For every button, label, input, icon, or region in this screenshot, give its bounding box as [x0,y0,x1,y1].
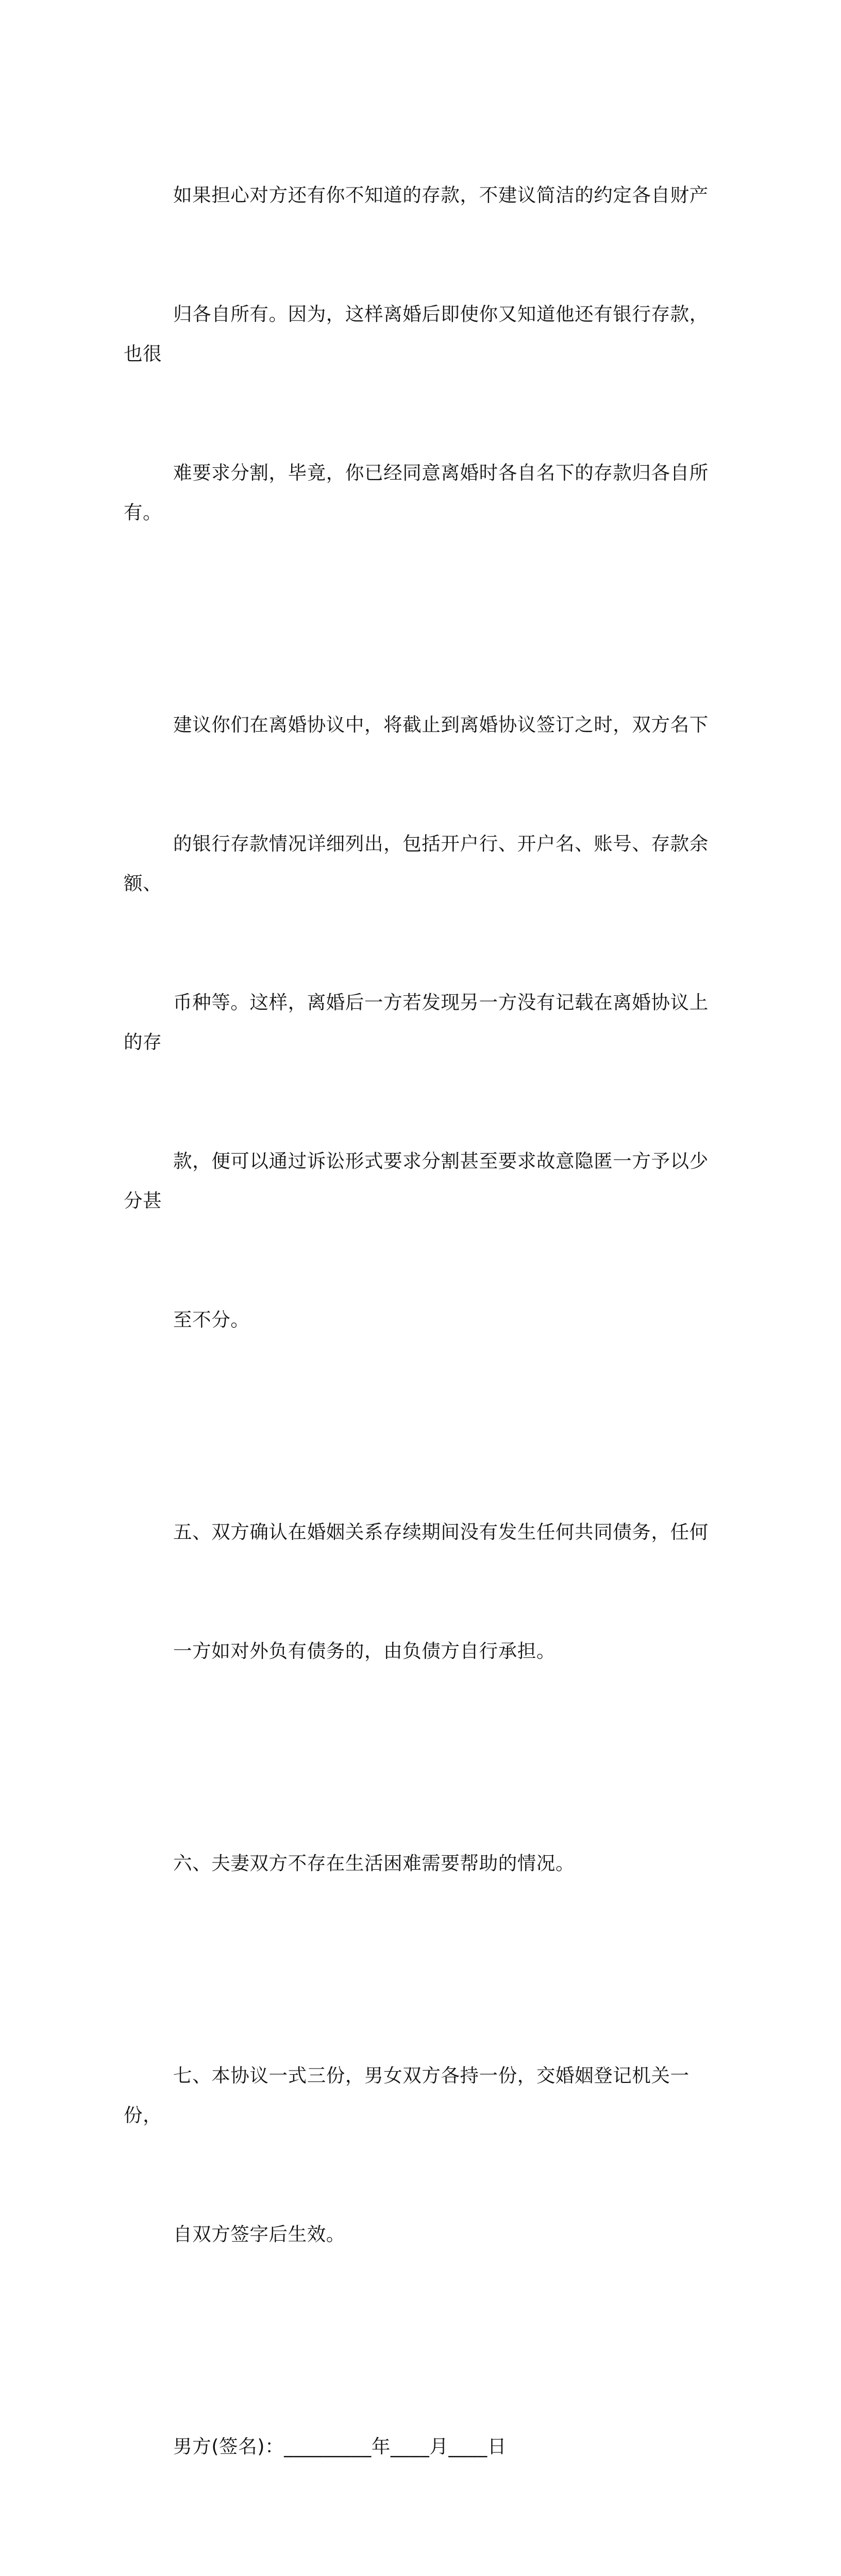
text-line: 币种等。这样，离婚后一方若发现另一方没有记载在离婚协议上的存 [124,991,709,1053]
text-line: 建议你们在离婚协议中，将截止到离婚协议签订之时，双方名下 [173,714,709,736]
paragraph-clause-7-copies [124,1976,721,2333]
text-line: 归各自所有。因为，这样离婚后即使你又知道他还有银行存款，也很 [124,303,709,365]
text-line: 难要求分割，毕竟，你已经同意离婚时各自名下的存款归各自所有。 [124,462,709,523]
text-line: 的银行存款情况详细列出，包括开户行、开户名、账号、存款余额、 [124,833,709,894]
text-line: 一方如对外负有债务的，由负债方自行承担。 [173,1640,556,1662]
text-line: 七、本协议一式三份，男女双方各持一份，交婚姻登记机关一份， [124,2064,689,2126]
paragraph-clause-6-hardship [124,1764,721,1962]
paragraph-clause-5-debts [124,1433,721,1750]
document-body [124,96,721,2576]
signature-line-male [124,2347,721,2546]
text-line: 男方(签名)：_________年____月____日 [173,2435,507,2458]
text-line: 至不分。 [173,1309,250,1331]
text-line: 款，便可以通过诉讼形式要求分割甚至要求故意隐匿一方予以少分甚 [124,1150,709,1212]
text-line: 如果担心对方还有你不知道的存款，不建议简洁的约定各自财产 [173,184,709,206]
text-line: 自双方签字后生效。 [173,2223,345,2245]
signature-line-female [124,2560,721,2576]
paragraph-savings-concern [124,96,721,612]
text-line: 六、夫妻双方不存在生活困难需要帮助的情况。 [173,1852,575,1874]
paragraph-savings-listing [124,625,721,1419]
text-line: 五、双方确认在婚姻关系存续期间没有发生任何共同债务，任何 [173,1521,709,1543]
